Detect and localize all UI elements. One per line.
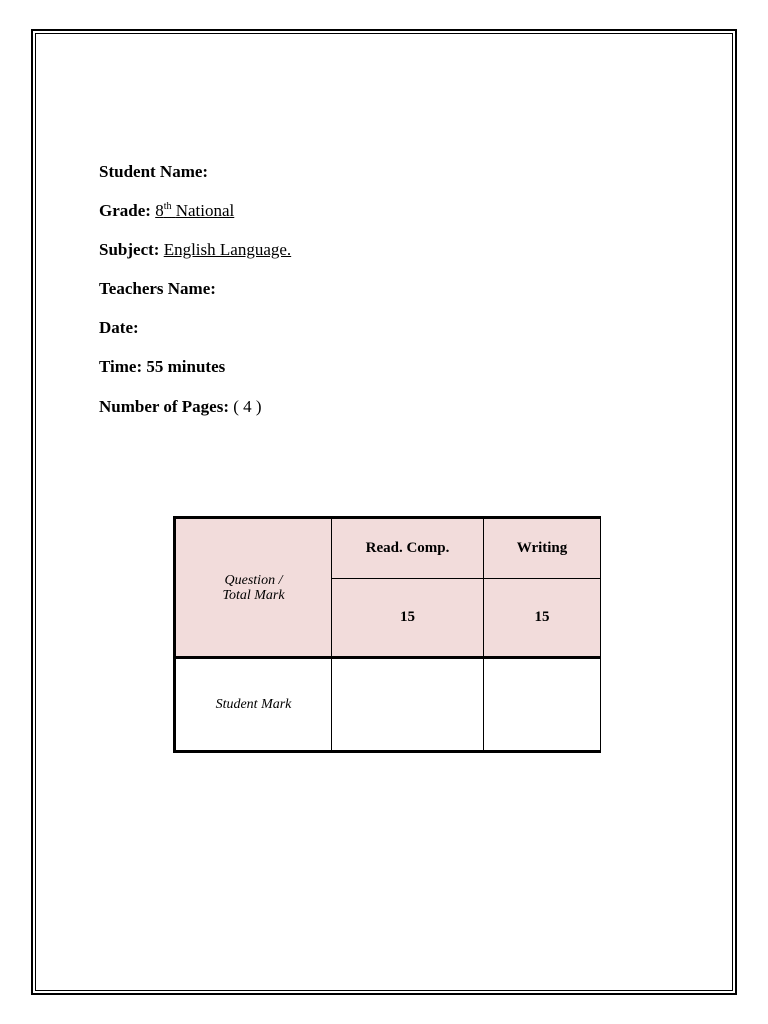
grade-field [99,201,234,221]
student-mark-label: Student Mark [175,658,332,752]
question-total-line2: Total Mark [222,587,285,603]
pages-value: ( 4 ) [233,397,262,416]
question-total-cell [175,518,332,658]
grade-suffix: th [163,201,172,212]
date-field [99,318,139,338]
read-comp-student-mark[interactable] [332,658,484,752]
grade-track: National [175,201,235,220]
marks-table [173,516,601,753]
subject-field [99,240,291,260]
time-label: Time: 55 minutes [99,357,226,376]
grade-label: Grade: [99,201,151,220]
teachers-name-field [99,279,216,299]
read-comp-header: Read. Comp. [332,518,484,579]
subject-label: Subject: [99,240,160,259]
read-comp-total: 15 [332,579,484,658]
date-label: Date: [99,318,139,337]
teachers-name-label: Teachers Name: [99,279,216,298]
pages-field [99,397,262,417]
pages-label: Number of Pages: [99,397,229,416]
writing-header: Writing [484,518,601,579]
grade-value [155,201,234,220]
question-total-line1: Question / [224,572,283,588]
student-name-field [99,162,208,182]
writing-total: 15 [484,579,601,658]
student-name-label: Student Name: [99,162,209,181]
subject-value: English Language. [163,240,292,259]
writing-student-mark[interactable] [484,658,601,752]
time-field [99,357,225,377]
grade-number: 8 [155,201,164,220]
